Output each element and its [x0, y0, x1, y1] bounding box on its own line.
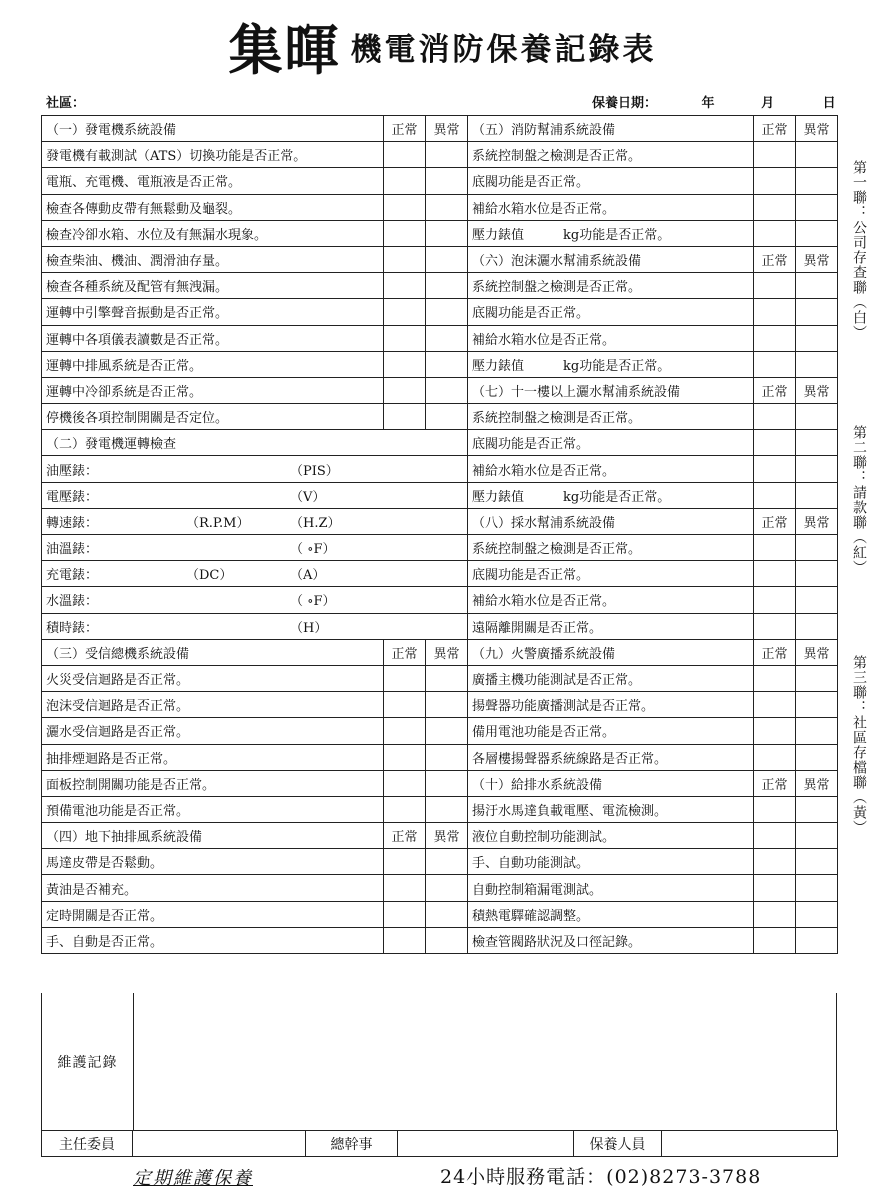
technician-signature-field[interactable] [662, 1131, 838, 1157]
left-abnormal-check[interactable] [426, 901, 468, 927]
right-item-label: 補給水箱水位是否正常。 [468, 325, 754, 351]
right-normal-check[interactable] [754, 535, 796, 561]
right-abnormal-check[interactable] [796, 535, 838, 561]
left-abnormal-check[interactable] [426, 692, 468, 718]
right-normal-check[interactable] [754, 927, 796, 953]
table-row [42, 692, 838, 718]
table-row [42, 535, 838, 561]
right-item-label: 壓力錶值 kg功能是否正常。 [468, 220, 754, 246]
date-label: 保養日期： [592, 96, 658, 111]
gauge-name: 電壓錶： [46, 489, 99, 505]
left-item-label: 發電機有載測試（ATS）切換功能是否正常。 [42, 142, 384, 168]
right-abnormal-check[interactable] [796, 194, 838, 220]
right-normal-check[interactable] [754, 849, 796, 875]
right-item-label: 系統控制盤之檢測是否正常。 [468, 273, 754, 299]
gauge-name: 轉速錶： [46, 515, 99, 531]
gauge-unit-1: （DC） [186, 568, 233, 584]
left-gauge-label [42, 587, 468, 613]
table-row [42, 927, 838, 953]
table-row [42, 508, 838, 534]
gauge-name: 油壓錶： [46, 463, 99, 479]
left-item-label: 定時開關是否正常。 [42, 901, 384, 927]
right-item-label: 遠隔離開關是否正常。 [468, 613, 754, 639]
table-row [42, 456, 838, 482]
left-header-label: （四）地下抽排風系統設備 [42, 823, 384, 849]
left-normal-check[interactable] [384, 665, 426, 691]
left-header-label: （三）受信總機系統設備 [42, 639, 384, 665]
copy-label-white: 第一聯：公司存查聯（白） [851, 160, 867, 340]
left-abnormal-check[interactable] [426, 273, 468, 299]
left-abnormal-check[interactable] [426, 665, 468, 691]
left-abnormal-check[interactable] [426, 168, 468, 194]
left-item-label: 運轉中引擎聲音振動是否正常。 [42, 299, 384, 325]
table-row [42, 194, 838, 220]
community-label: 社區： [46, 96, 86, 111]
left-gauge-label [42, 456, 468, 482]
left-normal-check[interactable] [384, 220, 426, 246]
right-item-label: 液位自動控制功能測試。 [468, 823, 754, 849]
table-row [42, 639, 838, 665]
year-label: 年 [701, 96, 715, 111]
left-normal-check[interactable] [384, 796, 426, 822]
left-normal-check[interactable] [384, 377, 426, 403]
left-normal-check[interactable] [384, 849, 426, 875]
right-abnormal-header: 異常 [796, 770, 838, 796]
table-row [42, 744, 838, 770]
right-abnormal-check[interactable] [796, 692, 838, 718]
maintenance-record-box[interactable] [41, 993, 837, 1131]
left-abnormal-check[interactable] [426, 849, 468, 875]
right-abnormal-check[interactable] [796, 299, 838, 325]
left-item-label: 黃油是否補充。 [42, 875, 384, 901]
right-item-label: 積熱電驛確認調整。 [468, 901, 754, 927]
left-item-label: 檢查柴油、機油、潤滑油存量。 [42, 246, 384, 272]
right-abnormal-check[interactable] [796, 613, 838, 639]
table-row [42, 404, 838, 430]
left-abnormal-check[interactable] [426, 351, 468, 377]
right-item-label: 底閥功能是否正常。 [468, 561, 754, 587]
right-abnormal-check[interactable] [796, 561, 838, 587]
maintenance-date [592, 92, 836, 111]
right-normal-header: 正常 [754, 116, 796, 142]
right-normal-check[interactable] [754, 613, 796, 639]
left-abnormal-check[interactable] [426, 796, 468, 822]
table-row [42, 823, 838, 849]
left-normal-check[interactable] [384, 246, 426, 272]
left-normal-check[interactable] [384, 168, 426, 194]
left-normal-check[interactable] [384, 744, 426, 770]
info-line [42, 92, 837, 112]
gauge-name: 積時錶： [46, 620, 99, 636]
left-gauge-label [42, 561, 468, 587]
gauge-unit-2: （A） [290, 568, 326, 584]
right-normal-check[interactable] [754, 351, 796, 377]
secretary-signature-field[interactable] [398, 1131, 574, 1157]
right-normal-check[interactable] [754, 796, 796, 822]
right-abnormal-check[interactable] [796, 849, 838, 875]
left-normal-check[interactable] [384, 299, 426, 325]
maintenance-record-label: 維護記錄 [42, 993, 134, 1130]
left-abnormal-check[interactable] [426, 927, 468, 953]
left-gauge-label [42, 613, 468, 639]
left-item-label: 運轉中排風系統是否正常。 [42, 351, 384, 377]
left-abnormal-check[interactable] [426, 875, 468, 901]
right-abnormal-check[interactable] [796, 587, 838, 613]
table-row [42, 849, 838, 875]
right-item-label: 自動控制箱漏電測試。 [468, 875, 754, 901]
left-abnormal-header: 異常 [426, 823, 468, 849]
left-gauge-label [42, 535, 468, 561]
right-item-label: 揚聲器功能廣播測試是否正常。 [468, 692, 754, 718]
right-normal-check[interactable] [754, 823, 796, 849]
right-normal-check[interactable] [754, 587, 796, 613]
left-normal-check[interactable] [384, 404, 426, 430]
left-abnormal-header: 異常 [426, 639, 468, 665]
right-abnormal-check[interactable] [796, 404, 838, 430]
right-header-label: （六）泡沫灑水幫浦系統設備 [468, 246, 754, 272]
chair-label: 主任委員 [42, 1131, 133, 1157]
right-abnormal-check[interactable] [796, 901, 838, 927]
right-normal-header: 正常 [754, 508, 796, 534]
right-header-label: （十）給排水系統設備 [468, 770, 754, 796]
left-abnormal-check[interactable] [426, 377, 468, 403]
left-item-label: 手、自動是否正常。 [42, 927, 384, 953]
left-normal-check[interactable] [384, 142, 426, 168]
table-row [42, 482, 838, 508]
right-normal-check[interactable] [754, 482, 796, 508]
right-abnormal-check[interactable] [796, 823, 838, 849]
table-row [42, 718, 838, 744]
right-normal-check[interactable] [754, 430, 796, 456]
right-item-label: 底閥功能是否正常。 [468, 299, 754, 325]
gauge-name: 充電錶： [46, 568, 99, 584]
left-item-label: 運轉中冷卻系統是否正常。 [42, 377, 384, 403]
gauge-unit-2: （H） [290, 620, 328, 636]
right-abnormal-check[interactable] [796, 142, 838, 168]
right-item-label: 系統控制盤之檢測是否正常。 [468, 142, 754, 168]
left-item-label: 泡沫受信迴路是否正常。 [42, 692, 384, 718]
right-item-label: 手、自動功能測試。 [468, 849, 754, 875]
left-abnormal-check[interactable] [426, 770, 468, 796]
right-normal-check[interactable] [754, 718, 796, 744]
right-normal-check[interactable] [754, 456, 796, 482]
signature-row [41, 1130, 838, 1157]
gauge-unit-2: （ ∘F） [290, 594, 336, 610]
gauge-unit-2: （H.Z） [290, 515, 341, 531]
table-row [42, 273, 838, 299]
table-row [42, 351, 838, 377]
left-normal-header: 正常 [384, 639, 426, 665]
right-normal-check[interactable] [754, 692, 796, 718]
table-row [42, 613, 838, 639]
table-row [42, 875, 838, 901]
right-item-label: 系統控制盤之檢測是否正常。 [468, 535, 754, 561]
gauge-name: 水溫錶： [46, 594, 99, 610]
right-header-label: （九）火警廣播系統設備 [468, 639, 754, 665]
footer-slogan: 定期維護保養 [133, 1168, 253, 1189]
left-normal-check[interactable] [384, 273, 426, 299]
left-item-label: 運轉中各項儀表讀數是否正常。 [42, 325, 384, 351]
left-normal-check[interactable] [384, 325, 426, 351]
left-item-label: 灑水受信迴路是否正常。 [42, 718, 384, 744]
right-item-label: 補給水箱水位是否正常。 [468, 456, 754, 482]
right-normal-check[interactable] [754, 142, 796, 168]
right-normal-header: 正常 [754, 770, 796, 796]
table-row [42, 325, 838, 351]
left-abnormal-check[interactable] [426, 220, 468, 246]
left-normal-check[interactable] [384, 770, 426, 796]
left-abnormal-check[interactable] [426, 325, 468, 351]
table-row [42, 168, 838, 194]
right-abnormal-check[interactable] [796, 273, 838, 299]
left-normal-check[interactable] [384, 875, 426, 901]
right-normal-header: 正常 [754, 246, 796, 272]
right-item-label: 備用電池功能是否正常。 [468, 718, 754, 744]
form-subtitle: 機電消防保養記錄表 [350, 32, 657, 68]
table-row [42, 770, 838, 796]
right-normal-check[interactable] [754, 561, 796, 587]
right-abnormal-check[interactable] [796, 718, 838, 744]
right-item-label: 底閥功能是否正常。 [468, 168, 754, 194]
right-item-label: 檢查管閥路狀況及口徑記錄。 [468, 927, 754, 953]
right-normal-check[interactable] [754, 404, 796, 430]
right-abnormal-header: 異常 [796, 639, 838, 665]
left-item-label: 檢查各傳動皮帶有無鬆動及龜裂。 [42, 194, 384, 220]
right-item-label: 壓力錶值 kg功能是否正常。 [468, 351, 754, 377]
right-abnormal-check[interactable] [796, 456, 838, 482]
table-row [42, 220, 838, 246]
left-abnormal-check[interactable] [426, 718, 468, 744]
right-normal-header: 正常 [754, 377, 796, 403]
right-abnormal-check[interactable] [796, 875, 838, 901]
left-gauge-label [42, 508, 468, 534]
right-header-label: （七）十一樓以上灑水幫浦系統設備 [468, 377, 754, 403]
right-abnormal-check[interactable] [796, 744, 838, 770]
left-item-label: 電瓶、充電機、電瓶液是否正常。 [42, 168, 384, 194]
right-abnormal-check[interactable] [796, 168, 838, 194]
right-item-label: 補給水箱水位是否正常。 [468, 587, 754, 613]
left-normal-header: 正常 [384, 116, 426, 142]
left-abnormal-check[interactable] [426, 744, 468, 770]
left-header-label: （一）發電機系統設備 [42, 116, 384, 142]
right-item-label: 底閥功能是否正常。 [468, 430, 754, 456]
gauge-unit-2: （ ∘F） [290, 542, 336, 558]
right-header-label: （八）採水幫浦系統設備 [468, 508, 754, 534]
right-normal-check[interactable] [754, 665, 796, 691]
gauge-unit-2: （PIS） [290, 463, 339, 479]
right-abnormal-header: 異常 [796, 508, 838, 534]
left-abnormal-header: 異常 [426, 116, 468, 142]
left-abnormal-check[interactable] [426, 194, 468, 220]
gauge-unit-2: （V） [290, 489, 326, 505]
table-row [42, 116, 838, 142]
table-row [42, 665, 838, 691]
right-abnormal-header: 異常 [796, 377, 838, 403]
right-normal-check[interactable] [754, 273, 796, 299]
left-item-label: 火災受信迴路是否正常。 [42, 665, 384, 691]
chair-signature-field[interactable] [133, 1131, 306, 1157]
copy-label-yellow: 第三聯：社區存檔聯（黃） [851, 655, 867, 835]
right-abnormal-check[interactable] [796, 220, 838, 246]
right-normal-check[interactable] [754, 220, 796, 246]
right-normal-check[interactable] [754, 901, 796, 927]
right-item-label: 系統控制盤之檢測是否正常。 [468, 404, 754, 430]
technician-label: 保養人員 [574, 1131, 662, 1157]
left-item-label: 預備電池功能是否正常。 [42, 796, 384, 822]
gauge-unit-1: （R.P.M） [186, 515, 250, 531]
table-row [42, 587, 838, 613]
right-item-label: 補給水箱水位是否正常。 [468, 194, 754, 220]
left-normal-check[interactable] [384, 692, 426, 718]
gauge-name: 油溫錶： [46, 542, 99, 558]
table-row [42, 246, 838, 272]
month-label: 月 [761, 96, 775, 111]
left-item-label: 停機後各項控制開關是否定位。 [42, 404, 384, 430]
right-abnormal-header: 異常 [796, 116, 838, 142]
right-item-label: 壓力錶值 kg功能是否正常。 [468, 482, 754, 508]
left-item-label: 抽排煙迴路是否正常。 [42, 744, 384, 770]
left-item-label: 面板控制開關功能是否正常。 [42, 770, 384, 796]
right-item-label: 各層樓揚聲器系統線路是否正常。 [468, 744, 754, 770]
left-normal-check[interactable] [384, 927, 426, 953]
left-abnormal-check[interactable] [426, 142, 468, 168]
left-normal-check[interactable] [384, 901, 426, 927]
left-normal-check[interactable] [384, 194, 426, 220]
service-phone: 24小時服務電話：(02)8273-3788 [440, 1166, 762, 1188]
left-item-label: 檢查冷卻水箱、水位及有無漏水現象。 [42, 220, 384, 246]
right-abnormal-check[interactable] [796, 665, 838, 691]
right-abnormal-check[interactable] [796, 325, 838, 351]
right-abnormal-header: 異常 [796, 246, 838, 272]
right-normal-check[interactable] [754, 299, 796, 325]
right-normal-header: 正常 [754, 639, 796, 665]
table-row [42, 430, 838, 456]
left-section-label: （二）發電機運轉檢查 [42, 430, 468, 456]
day-label: 日 [822, 96, 836, 111]
right-abnormal-check[interactable] [796, 796, 838, 822]
right-item-label: 揚汙水馬達負載電壓、電流檢測。 [468, 796, 754, 822]
left-gauge-label [42, 482, 468, 508]
checklist-table [41, 115, 838, 954]
right-normal-check[interactable] [754, 325, 796, 351]
left-abnormal-check[interactable] [426, 404, 468, 430]
right-abnormal-check[interactable] [796, 351, 838, 377]
right-item-label: 廣播主機功能測試是否正常。 [468, 665, 754, 691]
table-row [42, 561, 838, 587]
form-title [0, 8, 885, 85]
copy-label-red: 第二聯：請款聯（紅） [851, 425, 867, 575]
left-item-label: 檢查各種系統及配管有無洩漏。 [42, 273, 384, 299]
left-item-label: 馬達皮帶是否鬆動。 [42, 849, 384, 875]
left-normal-check[interactable] [384, 351, 426, 377]
left-abnormal-check[interactable] [426, 246, 468, 272]
right-abnormal-check[interactable] [796, 430, 838, 456]
right-abnormal-check[interactable] [796, 482, 838, 508]
brand-name: 集暉 [228, 18, 341, 82]
left-normal-header: 正常 [384, 823, 426, 849]
right-normal-check[interactable] [754, 168, 796, 194]
table-row [42, 142, 838, 168]
secretary-label: 總幹事 [306, 1131, 398, 1157]
table-row [42, 901, 838, 927]
table-row [42, 796, 838, 822]
right-header-label: （五）消防幫浦系統設備 [468, 116, 754, 142]
left-abnormal-check[interactable] [426, 299, 468, 325]
table-row [42, 299, 838, 325]
right-normal-check[interactable] [754, 744, 796, 770]
right-abnormal-check[interactable] [796, 927, 838, 953]
left-normal-check[interactable] [384, 718, 426, 744]
right-normal-check[interactable] [754, 194, 796, 220]
table-row [42, 377, 838, 403]
right-normal-check[interactable] [754, 875, 796, 901]
